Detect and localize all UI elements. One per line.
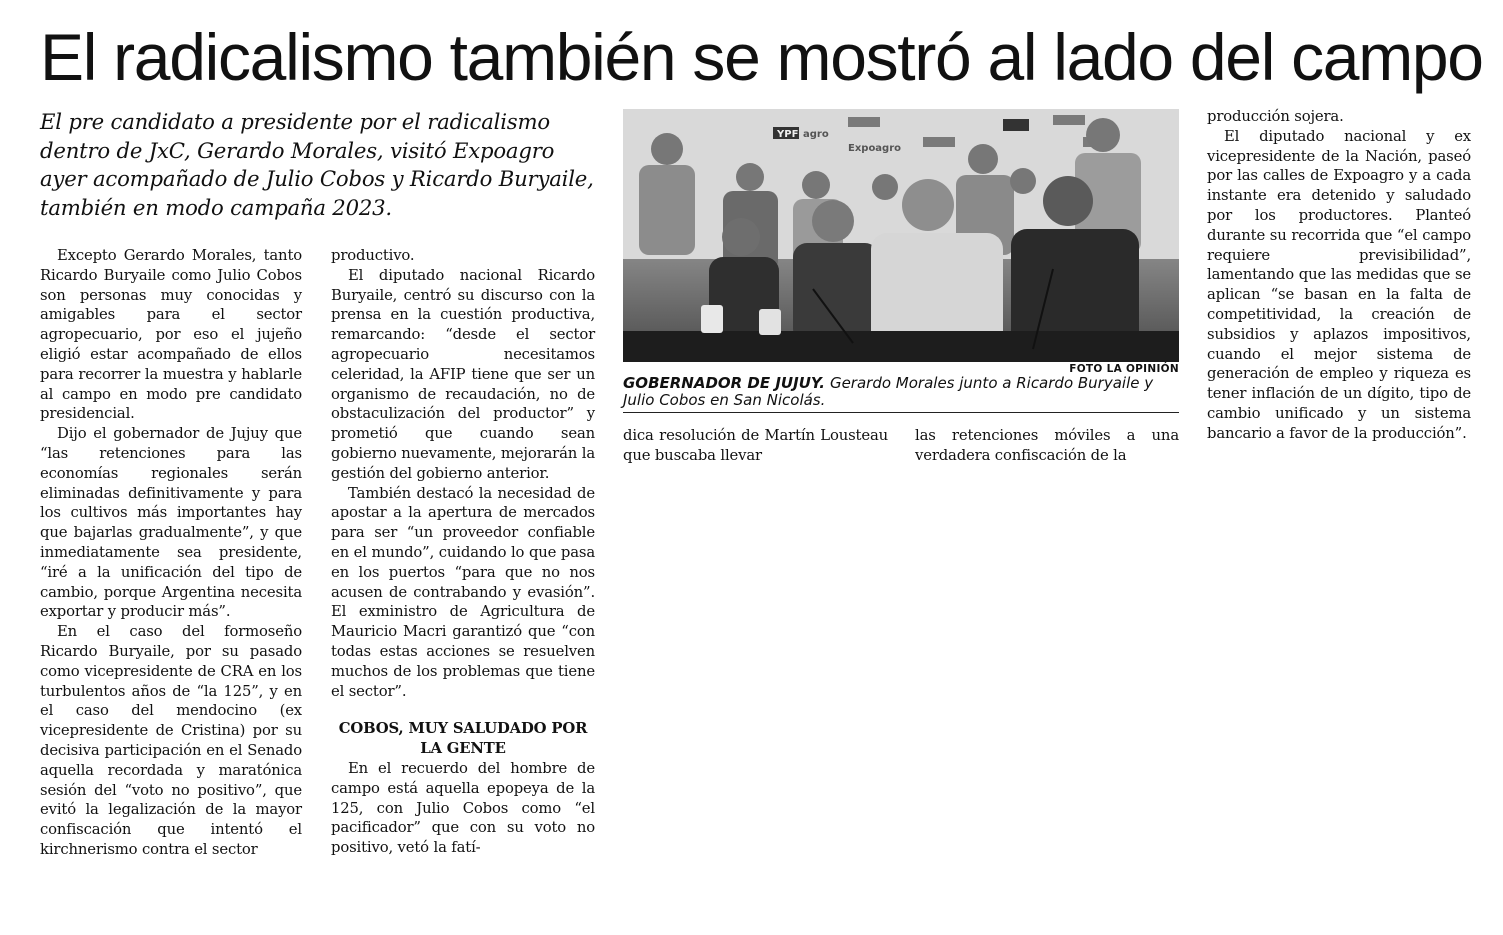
subheading: COBOS, MUY SALUDADO POR LA GENTE	[338, 720, 588, 758]
paragraph: El diputado nacional y ex vicepresidente de la Nación, paseó por las calles de Expoagro y a cada instante era detenido y saludado por los productores. Planteó durante su recorrida que “el campo requiere previsibilidad”, lamentando que las medidas que se aplican “se basan en la falta de competitividad, la creación de subsidios y aplazos impositivos, cuando el mejor sistema de generación de empleo y riqueza es tener inflación de un dígito, tipo de cambio unificado y un sistema bancario a favor de la producción”.	[1207, 127, 1471, 442]
paragraph: productivo.	[331, 247, 415, 264]
paragraph: También destacó la necesidad de apostar a la apertura de mercados para ser “un proveedor confiable en el mundo”, cuidando lo que pasa en los puertos “para que no nos acusen de contrabando y evasión”. El exministro de Agricultura de Mauricio Macri garantizó que “con todas estas acciones se resuelven muchos de los problemas que tiene el sector”.	[331, 484, 595, 700]
kicker: El pre candidato a presidente por el radicalismo dentro de JxC, Gerardo Morales, visitó Expoagro ayer acompañado de Julio Cobos y Ricardo Buryaile, también en modo campaña 2023.	[40, 109, 594, 220]
paragraph: Dijo el gobernador de Jujuy que “las retenciones para las economías regionales serán eliminadas definitivamente y para los cultivos más importantes hay que bajarlas gradualmente”, y que inmediatamente sea presidente, “iré a la unificación del tipo de cambio, porque Argentina necesita exportar y producir más”.	[40, 425, 302, 621]
column-2	[331, 246, 595, 858]
paragraph: En el recuerdo del hombre de campo está aquella epopeya de la 125, con Julio Cobos como “el pacificador” que con su voto no positivo, vetó la fatí-	[331, 759, 595, 857]
column-5	[1207, 107, 1471, 444]
paragraph: Excepto Gerardo Morales, tanto Ricardo Buryaile como Julio Cobos son personas muy conocidas y amigables para el sector agropecuario, por eso el jujeño eligió estar acompañado de ellos para recorrer la muestra y hablarle al campo en modo pre candidato presidencial.	[40, 247, 302, 423]
photo-caption	[623, 375, 1179, 413]
paragraph: El diputado nacional Ricardo Buryaile, centró su discurso con la prensa en la cuestión productiva, remarcando: “desde el sector agropecuario necesitamos celeridad, la AFIP tiene que ser un organismo de recaudación, no de obstaculización del productor” y prometió que cuando sean gobierno nuevamente, mejorarán la gestión del gobierno anterior.	[331, 266, 595, 482]
banner-ypf-label: YPF	[777, 129, 799, 140]
press-conference-photo	[623, 109, 1179, 362]
paragraph: las retenciones móviles a una verdadera confiscación de la	[915, 427, 1179, 464]
column-4	[915, 426, 1179, 466]
banner-expoagro-label: Expoagro	[848, 143, 902, 154]
caption-lead: GOBERNADOR DE JUJUY.	[623, 374, 825, 392]
paragraph: En el caso del formoseño Ricardo Buryaile, por su pasado como vicepresidente de CRA en los turbulentos años de “la 125”, y en el caso del mendocino (ex vicepresidente de Cristina) por su decisiva participación en el Senado aquella recordada y maratónica sesión del “voto no positivo”, que evitó la legalización de la mayor confiscación que intentó el kirchnerismo contra el sector	[40, 623, 302, 858]
column-1	[40, 246, 302, 860]
paragraph: producción sojera.	[1207, 108, 1344, 125]
column-3	[623, 426, 888, 466]
headline: El radicalismo también se mostró al lado del campo	[40, 20, 1483, 94]
caption-text: Gerardo Morales junto a Ricardo Buryaile y Julio Cobos en San Nicolás.	[623, 374, 1154, 409]
banner-agro-label: agro	[803, 129, 829, 140]
photo-credit: FOTO LA OPINIÓN	[1069, 363, 1179, 375]
paragraph: dica resolución de Martín Lousteau que buscaba llevar	[623, 427, 888, 464]
photo-illustration	[623, 109, 1179, 362]
